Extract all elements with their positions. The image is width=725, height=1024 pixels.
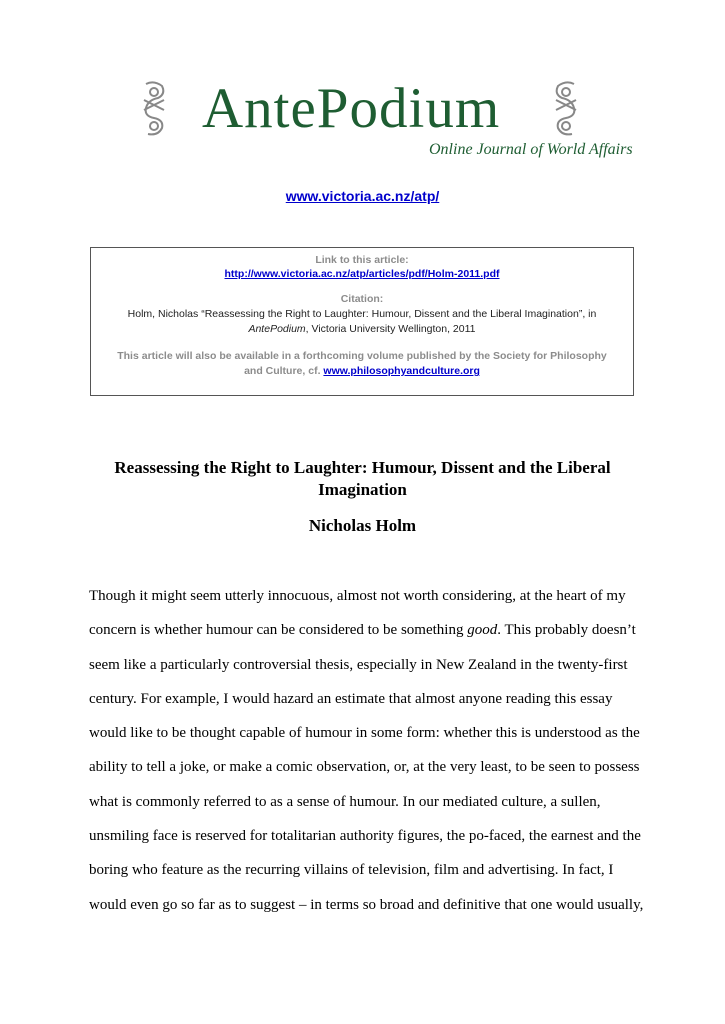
body-line-2-start: concern is whether humour can be considered to be something — [89, 622, 468, 639]
masthead — [140, 72, 633, 172]
philosophy-culture-link[interactable]: www.philosophyandculture.org — [323, 365, 480, 377]
body-line: would even go so far as to suggest – in terms so broad and definitive that one would usually, — [89, 896, 644, 913]
article-title — [100, 457, 625, 501]
citation-journal: AntePodium — [248, 323, 306, 335]
availability-note-prefix: and Culture, cf. — [244, 365, 324, 377]
journal-logo: AntePodium — [202, 77, 501, 140]
body-emphasis: good — [467, 622, 498, 639]
body-line: would like to be thought capable of humour in some form: whether this is understood as the — [89, 725, 640, 742]
body-line: Though it might seem utterly innocuous, almost not worth considering, at the heart of my — [89, 588, 626, 604]
article-pdf-link[interactable]: http://www.victoria.ac.nz/atp/articles/pdf/Holm-2011.pdf — [224, 268, 500, 280]
article-info-box — [90, 247, 634, 396]
site-link[interactable]: www.victoria.ac.nz/atp/ — [285, 188, 440, 204]
title-line-1: Reassessing the Right to Laughter: Humour, Dissent and the Liberal — [114, 458, 611, 477]
body-line: seem like a particularly controversial thesis, especially in New Zealand in the twenty-first — [89, 656, 628, 673]
body-line: unsmiling face is reserved for totalitarian authority figures, the po-faced, the earnest and the — [89, 828, 641, 845]
body-line-2-end: . This probably doesn’t — [497, 622, 636, 639]
celtic-knot-ornament-icon — [140, 80, 168, 138]
citation-label: Citation: — [340, 293, 384, 305]
availability-note-line-2 — [91, 364, 633, 379]
citation-line-2 — [91, 322, 633, 337]
body-line: century. For example, I would hazard an estimate that almost anyone reading this essay — [89, 690, 613, 707]
journal-tagline: Online Journal of World Affairs — [429, 141, 633, 158]
availability-note-line-1: This article will also be available in a forthcoming volume published by the Society for Philosophy — [117, 350, 607, 362]
article-body — [89, 579, 649, 922]
citation-rest: , Victoria University Wellington, 2011 — [305, 323, 476, 335]
article-author: Nicholas Holm — [308, 516, 417, 535]
body-line — [89, 613, 649, 647]
body-line: what is commonly referred to as a sense of humour. In our mediated culture, a sullen, — [89, 793, 601, 810]
celtic-knot-ornament-icon — [552, 80, 580, 138]
citation-line-1: Holm, Nicholas “Reassessing the Right to Laughter: Humour, Dissent and the Liberal Imagination”, in — [127, 308, 597, 320]
body-line: boring who feature as the recurring villains of television, film and advertising. In fact, I — [89, 862, 614, 879]
title-line-2: Imagination — [318, 480, 407, 499]
body-line: ability to tell a joke, or make a comic observation, or, at the very least, to be seen to possess — [89, 759, 640, 776]
link-label: Link to this article: — [315, 254, 409, 266]
